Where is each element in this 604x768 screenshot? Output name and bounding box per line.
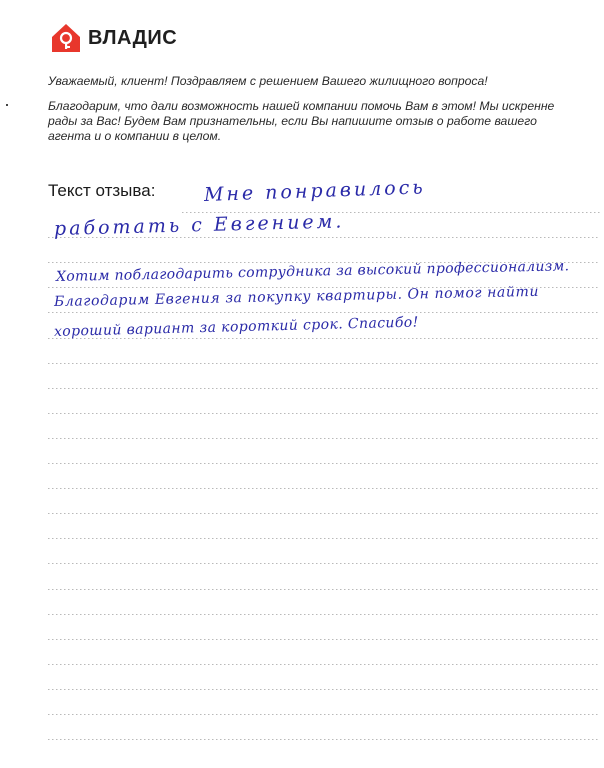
brand-name: ВЛАДИС [88,26,178,49]
greeting-text: Уважаемый, клиент! Поздравляем с решением Вашего жилищного вопроса! [48,74,488,88]
handwritten-line-2: работать с Евгением. [53,210,345,240]
thanks-text: Благодарим, что дали возможность нашей компании помочь Вам в этом! Мы искренне рады за Вас! Будем Вам признательны, если Вы напишите отзыв о работе вашего агента и о компании в целом. [48,99,555,143]
handwritten-line-1: Мне понравилось [203,176,427,206]
review-label: Текст отзыва: [48,181,156,200]
handwritten-line-4: Благодарим Евгения за покупку квартиры. Он помог найти [53,283,540,310]
handwritten-line-3: Хотим поблагодарить сотрудника за высокий профессионализм. [55,258,570,285]
handwritten-line-5: хороший вариант за короткий срок. Спасибо! [53,314,419,340]
